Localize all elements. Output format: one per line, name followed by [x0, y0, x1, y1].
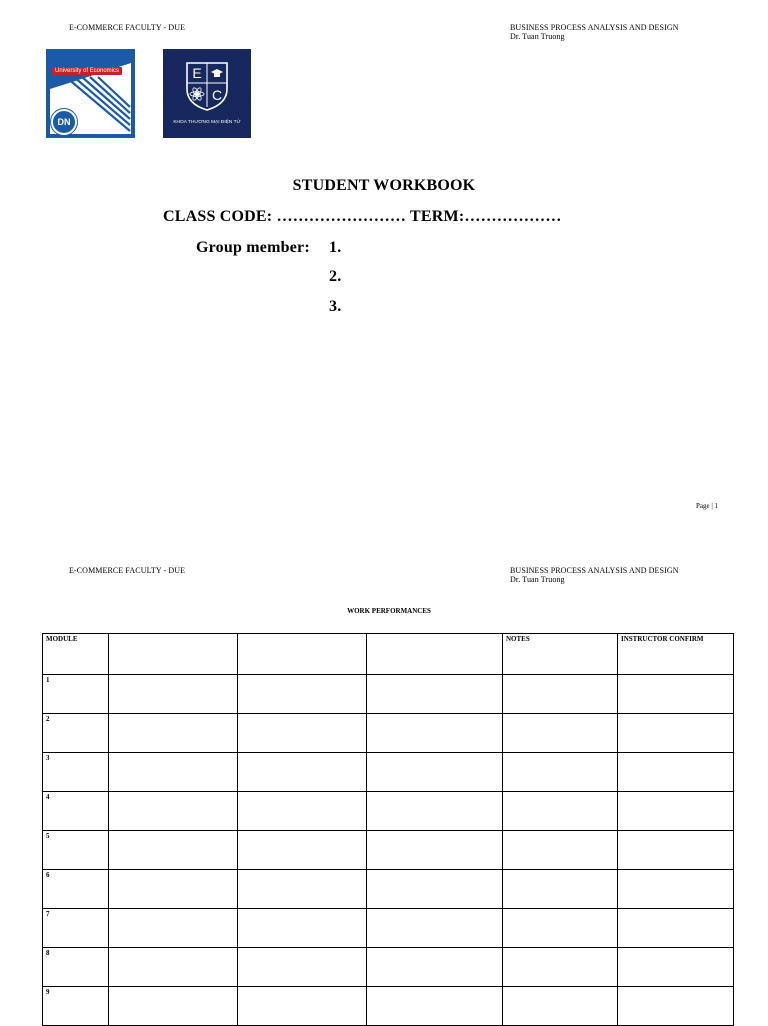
work-performances-title: WORK PERFORMANCES: [347, 607, 431, 615]
table-header-row: [43, 634, 734, 675]
university-logo-banner: University of Economics: [52, 67, 122, 75]
module-cell: 8: [43, 948, 109, 987]
class-code-line: CLASS CODE: …………………… TERM:………………: [163, 208, 562, 225]
module-cell: 3: [43, 753, 109, 792]
table-row: [43, 792, 734, 831]
col-header-module: MODULE: [43, 634, 109, 675]
col-header-notes: NOTES: [503, 634, 618, 675]
faculty-logo-caption: KHOA THƯƠNG MẠI ĐIỆN TỬ: [173, 120, 241, 125]
header-right: [510, 23, 679, 41]
work-performance-table: [42, 633, 734, 1026]
workbook-title: STUDENT WORKBOOK: [292, 177, 476, 194]
confirm-cell[interactable]: [618, 792, 734, 831]
notes-cell[interactable]: [503, 831, 618, 870]
confirm-cell[interactable]: [618, 909, 734, 948]
table-row: [43, 948, 734, 987]
table-cell[interactable]: [109, 714, 238, 753]
table-cell[interactable]: [109, 987, 238, 1026]
table-cell[interactable]: [109, 831, 238, 870]
table-cell[interactable]: [367, 870, 503, 909]
table-row: [43, 675, 734, 714]
table-cell[interactable]: [238, 948, 367, 987]
group-member-label: Group member:: [196, 239, 310, 256]
table-row: [43, 714, 734, 753]
page-number: Page | 1: [696, 502, 719, 510]
notes-cell[interactable]: [503, 870, 618, 909]
col-header-blank-2: [238, 634, 367, 675]
table-cell[interactable]: [367, 675, 503, 714]
header-course: BUSINESS PROCESS ANALYSIS AND DESIGN: [510, 23, 679, 32]
table-cell[interactable]: [109, 909, 238, 948]
table-cell[interactable]: [367, 909, 503, 948]
col-header-blank-3: [367, 634, 503, 675]
notes-cell[interactable]: [503, 987, 618, 1026]
notes-cell[interactable]: [503, 675, 618, 714]
table-cell[interactable]: [109, 948, 238, 987]
table-cell[interactable]: [238, 792, 367, 831]
table-cell[interactable]: [238, 870, 367, 909]
table-cell[interactable]: [367, 831, 503, 870]
notes-cell[interactable]: [503, 948, 618, 987]
table-cell[interactable]: [238, 987, 367, 1026]
page2-header-instructor: Dr. Tuan Truong: [510, 575, 565, 584]
table-cell[interactable]: [367, 948, 503, 987]
faculty-shield-icon: [185, 61, 229, 111]
notes-cell[interactable]: [503, 753, 618, 792]
header-left: E-COMMERCE FACULTY - DUE: [69, 23, 186, 32]
table-row: [43, 987, 734, 1026]
table-cell[interactable]: [109, 792, 238, 831]
table-cell[interactable]: [238, 714, 367, 753]
confirm-cell[interactable]: [618, 948, 734, 987]
page2-header-left: E-COMMERCE FACULTY - DUE: [69, 566, 186, 575]
table-row: [43, 909, 734, 948]
group-member-3: 3.: [329, 298, 342, 315]
col-header-instructor-confirm: INSTRUCTOR CONFIRM: [618, 634, 734, 675]
confirm-cell[interactable]: [618, 870, 734, 909]
page2-header-course: BUSINESS PROCESS ANALYSIS AND DESIGN: [510, 566, 679, 575]
col-header-blank-1: [109, 634, 238, 675]
university-logo: [46, 49, 135, 138]
table-cell[interactable]: [238, 831, 367, 870]
table-cell[interactable]: [367, 714, 503, 753]
table-row: [43, 753, 734, 792]
module-cell: 6: [43, 870, 109, 909]
module-cell: 1: [43, 675, 109, 714]
university-emblem-icon: DN: [51, 109, 77, 135]
notes-cell[interactable]: [503, 792, 618, 831]
header-instructor: Dr. Tuan Truong: [510, 32, 565, 41]
page2-header-right: [510, 566, 679, 584]
table-cell[interactable]: [367, 987, 503, 1026]
module-cell: 9: [43, 987, 109, 1026]
table-row: [43, 831, 734, 870]
notes-cell[interactable]: [503, 909, 618, 948]
table-cell[interactable]: [109, 753, 238, 792]
table-cell[interactable]: [109, 870, 238, 909]
table-cell[interactable]: [109, 675, 238, 714]
faculty-logo-letter-c: C: [211, 87, 223, 103]
confirm-cell[interactable]: [618, 831, 734, 870]
faculty-logo-letter-e: E: [192, 65, 202, 81]
group-member-2: 2.: [329, 268, 342, 285]
faculty-logo: [163, 49, 251, 138]
table-cell[interactable]: [238, 753, 367, 792]
table-cell[interactable]: [238, 675, 367, 714]
group-member-1: 1.: [329, 239, 342, 256]
confirm-cell[interactable]: [618, 714, 734, 753]
module-cell: 7: [43, 909, 109, 948]
table-cell[interactable]: [367, 753, 503, 792]
confirm-cell[interactable]: [618, 753, 734, 792]
notes-cell[interactable]: [503, 714, 618, 753]
confirm-cell[interactable]: [618, 987, 734, 1026]
module-cell: 2: [43, 714, 109, 753]
table-cell[interactable]: [238, 909, 367, 948]
confirm-cell[interactable]: [618, 675, 734, 714]
module-cell: 4: [43, 792, 109, 831]
table-cell[interactable]: [367, 792, 503, 831]
module-cell: 5: [43, 831, 109, 870]
table-row: [43, 870, 734, 909]
